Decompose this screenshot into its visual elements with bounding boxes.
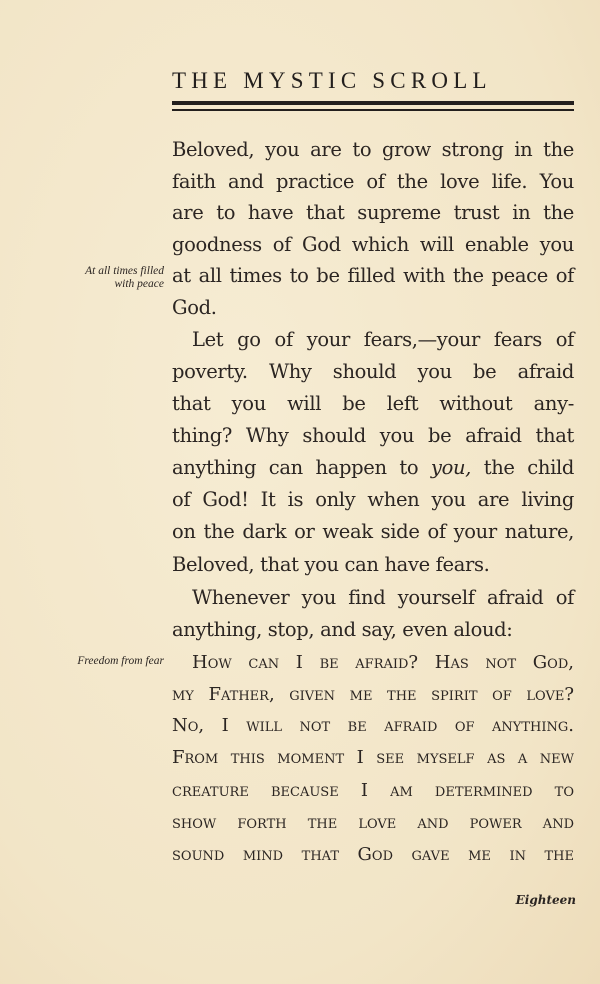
emphasis-text: you, [430,456,472,479]
text-line [172,843,574,867]
text-segment: are to have that supreme trust in the [172,201,574,224]
text-segment: on the dark or weak side of your nature, [172,520,574,543]
text-line [172,296,574,320]
running-header: THE MYSTIC SCROLL [172,68,492,93]
text-segment: Whenever you find yourself afraid of [192,586,574,609]
text-segment: my Father, given me the spirit of love? [172,684,574,705]
text-segment: creature because I am determined to [172,780,574,801]
text-line [172,779,574,803]
text-line [172,746,574,770]
text-line [172,618,574,642]
text-segment: How can I be afraid? Has not God, [192,652,574,673]
margin-note-line: with peace [114,278,164,290]
text-line [172,520,574,544]
text-segment: God. [172,296,217,319]
text-segment: Let go of your fears,—your fears of [192,328,574,351]
header-rule-thick [172,101,574,105]
text-segment: the child [471,456,574,479]
margin-note-peace [85,265,164,291]
text-segment: thing? Why should you be afraid that [172,424,574,447]
text-line [172,170,574,194]
text-line [172,553,574,577]
text-line [172,138,574,162]
header-rule-thin [172,109,574,111]
margin-note-line: At all times filled [85,265,164,277]
text-segment: show forth the love and power and [172,812,574,833]
text-segment: Beloved, you are to grow strong in the [172,138,574,161]
text-line [172,360,574,384]
text-line [172,683,574,707]
page-number: Eighteen [515,893,576,907]
text-segment: of God! It is only when you are living [172,488,574,511]
text-line [172,651,574,675]
text-segment: poverty. Why should you be afraid [172,360,574,383]
text-line [172,488,574,512]
text-line [172,714,574,738]
text-segment: goodness of God which will enable you [172,233,574,256]
text-segment: Beloved, that you can have fears. [172,553,490,576]
margin-note-fear: Freedom from fear [77,655,164,667]
text-segment: sound mind that God gave me in the [172,844,574,865]
text-line [172,233,574,257]
text-segment: anything can happen to [172,456,431,479]
text-segment: at all times to be filled with the peace of [172,264,574,287]
text-line [172,811,574,835]
text-line [172,424,574,448]
text-segment: anything, stop, and say, even aloud: [172,618,513,641]
text-line [172,586,574,610]
text-segment: No, I will not be afraid of anything. [172,715,574,736]
text-line [172,264,574,288]
text-segment: From this moment I see myself as a new [172,747,574,768]
text-line [172,392,574,416]
text-line [172,456,574,480]
text-line [172,328,574,352]
text-segment: faith and practice of the love life. You [172,170,574,193]
text-line [172,201,574,225]
text-segment: that you will be left without any- [172,392,574,415]
